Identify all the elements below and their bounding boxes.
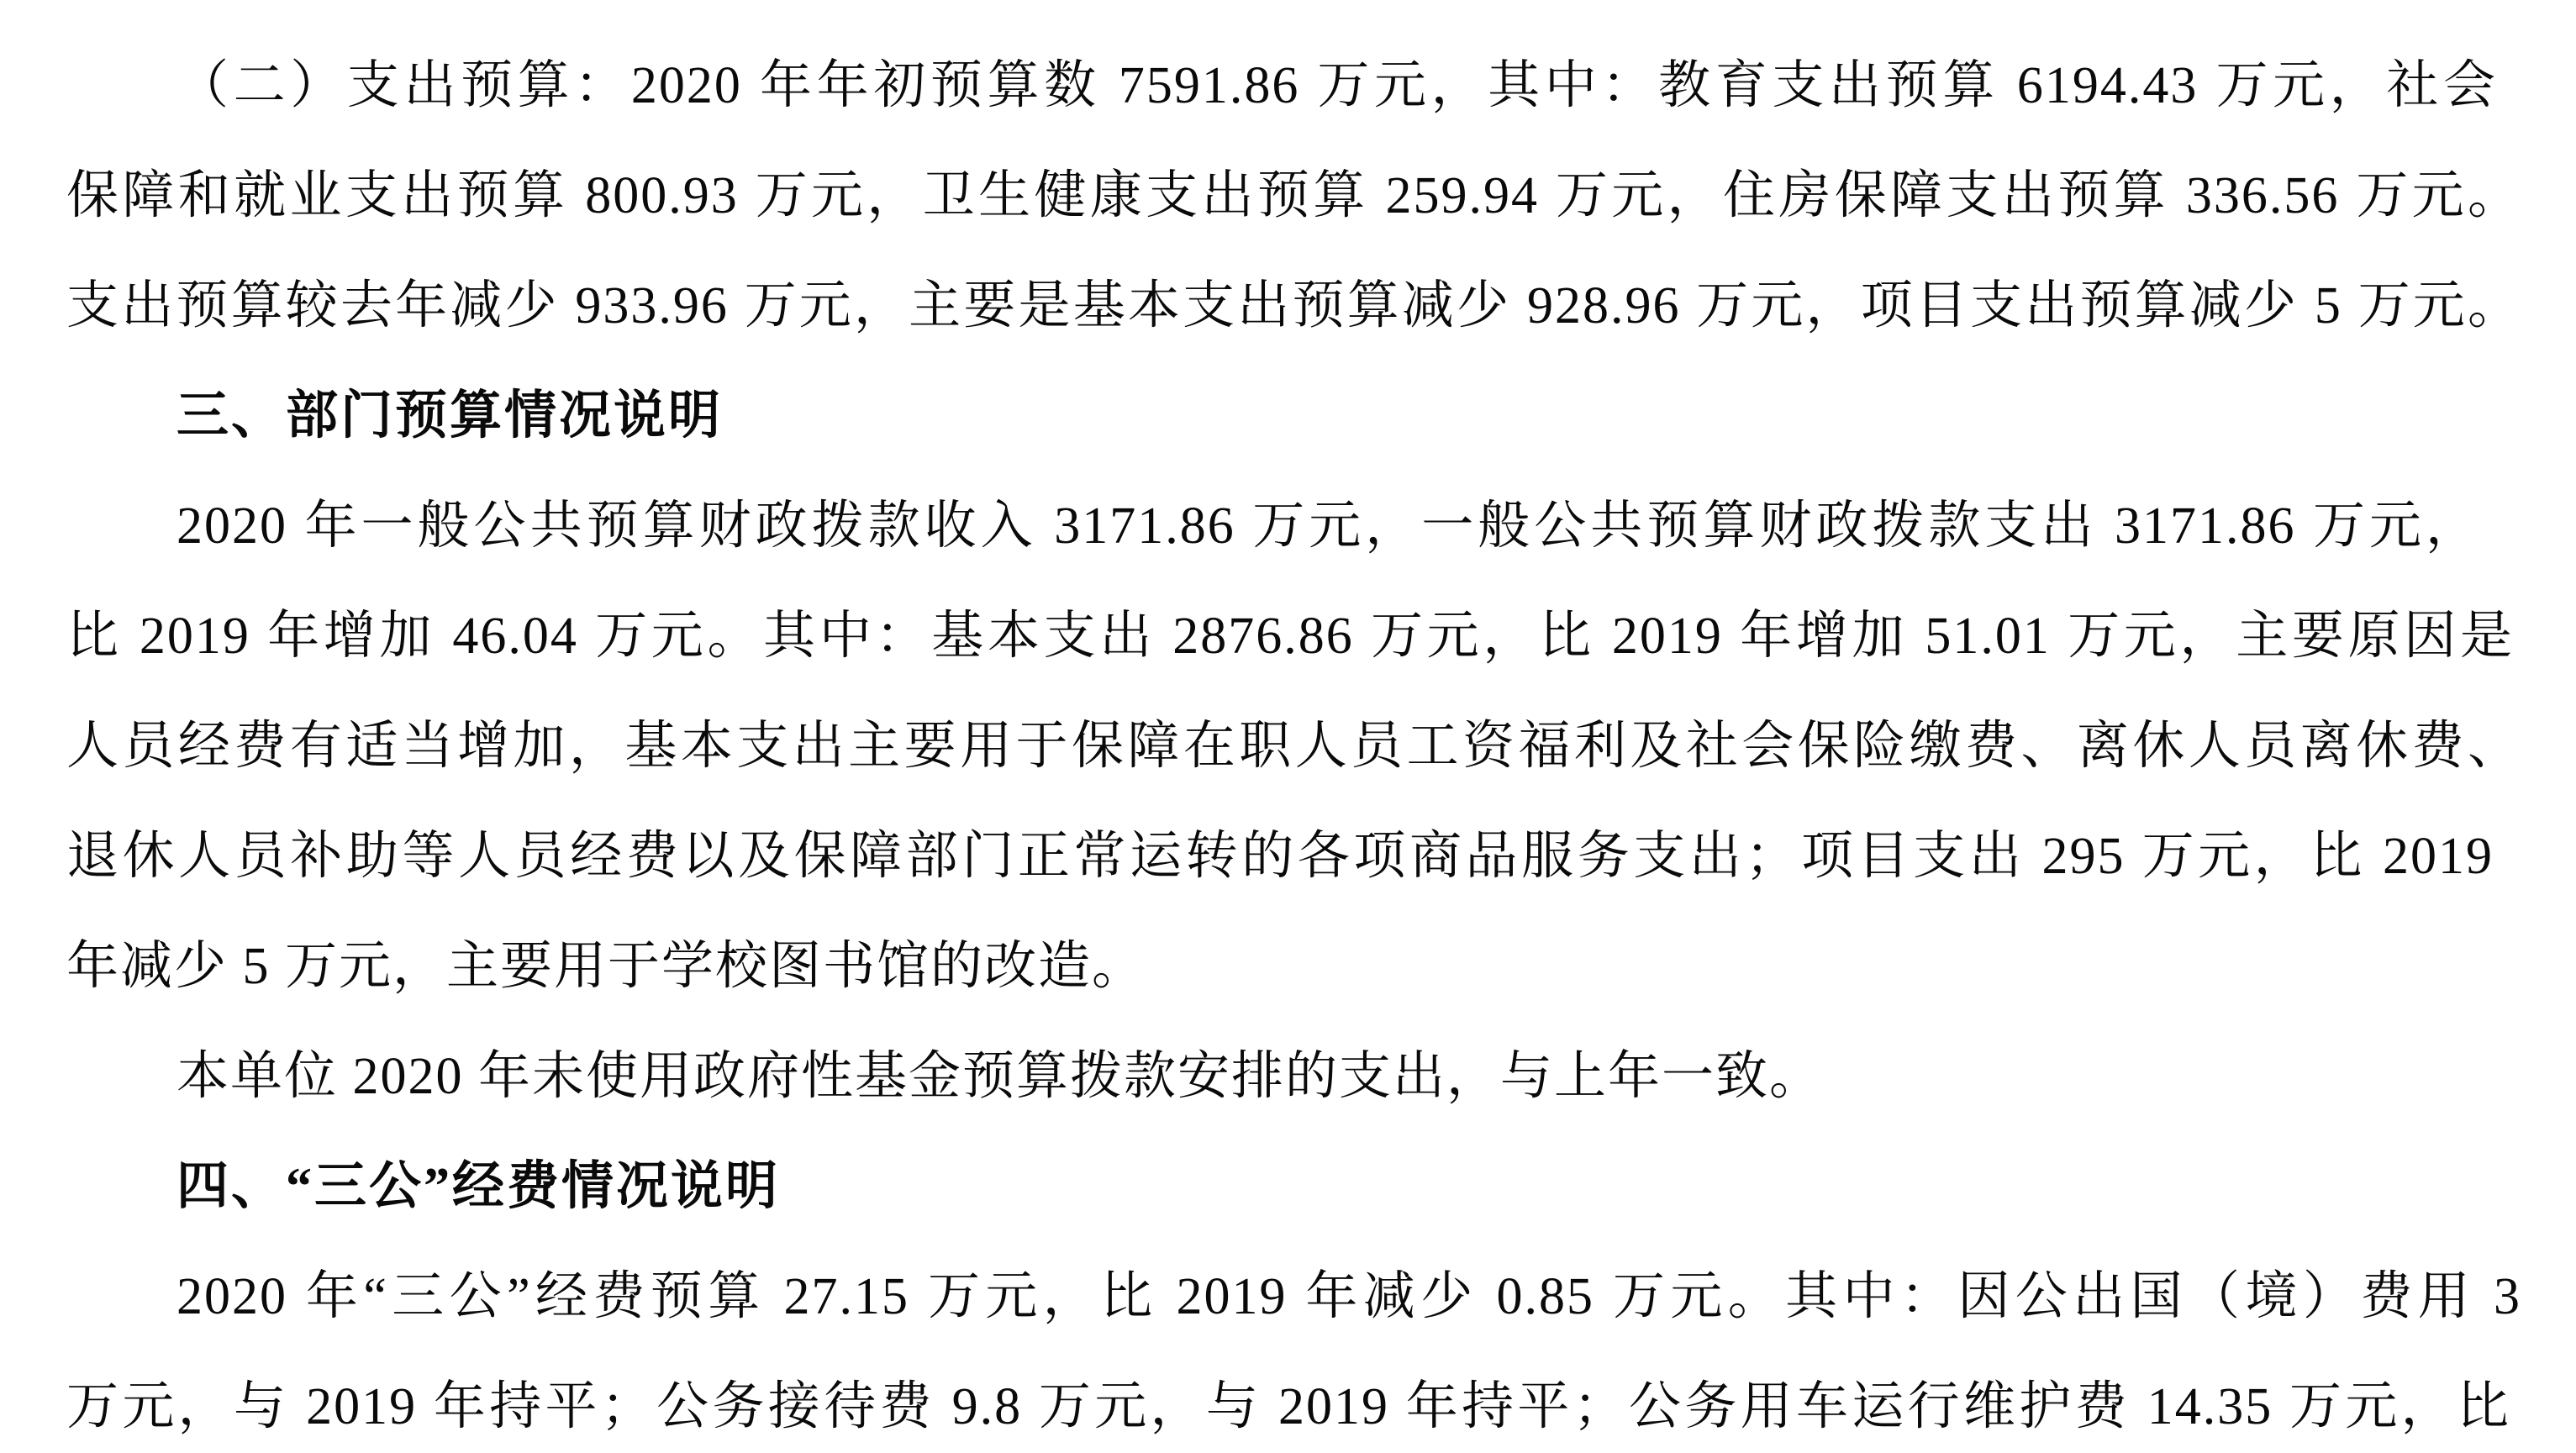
document-body xyxy=(66,42,2521,1450)
general-budget-line: 比 2019 年增加 46.04 万元。其中：基本支出 2876.86 万元，比 2019 年增加 51.01 万元，主要原因是 xyxy=(66,608,2514,665)
expenditure-budget-line: （二）支出预算：2020 年年初预算数 7591.86 万元，其中：教育支出预算 6194.43 万元，社会 xyxy=(176,57,2497,114)
general-budget-line: 2020 年一般公共预算财政拨款收入 3171.86 万元，一般公共预算财政拨款支出 3171.86 万元， xyxy=(176,497,2479,555)
three-public-line: 万元，与 2019 年持平；公务接待费 9.8 万元，与 2019 年持平；公务用车运行维护费 14.35 万元，比 xyxy=(66,1378,2510,1435)
expenditure-budget-paragraph xyxy=(66,42,2521,350)
section-3 xyxy=(66,372,2521,1120)
fund-budget-paragraph xyxy=(66,1033,2521,1120)
general-budget-paragraph xyxy=(66,482,2521,1010)
general-budget-line: 人员经费有适当增加，基本支出主要用于保障在职人员工资福利及社会保险缴费、离休人员离休费、 xyxy=(66,718,2521,775)
three-public-paragraph xyxy=(66,1253,2521,1450)
expenditure-budget-line: 保障和就业支出预算 800.93 万元，卫生健康支出预算 259.94 万元，住房保障支出预算 336.56 万元。 xyxy=(66,167,2521,224)
fund-budget-line: 本单位 2020 年未使用政府性基金预算拨款安排的支出，与上年一致。 xyxy=(176,1048,1824,1105)
expenditure-budget-line: 支出预算较去年减少 933.96 万元，主要是基本支出预算减少 928.96 万元，项目支出预算减少 5 万元。 xyxy=(66,277,2521,334)
three-public-line: 2020 年“三公”经费预算 27.15 万元，比 2019 年减少 0.85 万元。其中：因公出国（境）费用 3 xyxy=(176,1268,2521,1325)
section-4 xyxy=(66,1143,2521,1450)
general-budget-line: 年减少 5 万元，主要用于学校图书馆的改造。 xyxy=(66,938,1146,995)
section-3-heading: 三、部门预算情况说明 xyxy=(176,387,724,445)
general-budget-line: 退休人员补助等人员经费以及保障部门正常运转的各项商品服务支出；项目支出 295 万元，比 2019 xyxy=(66,828,2494,885)
section-4-heading: 四、“三公”经费情况说明 xyxy=(176,1158,781,1215)
